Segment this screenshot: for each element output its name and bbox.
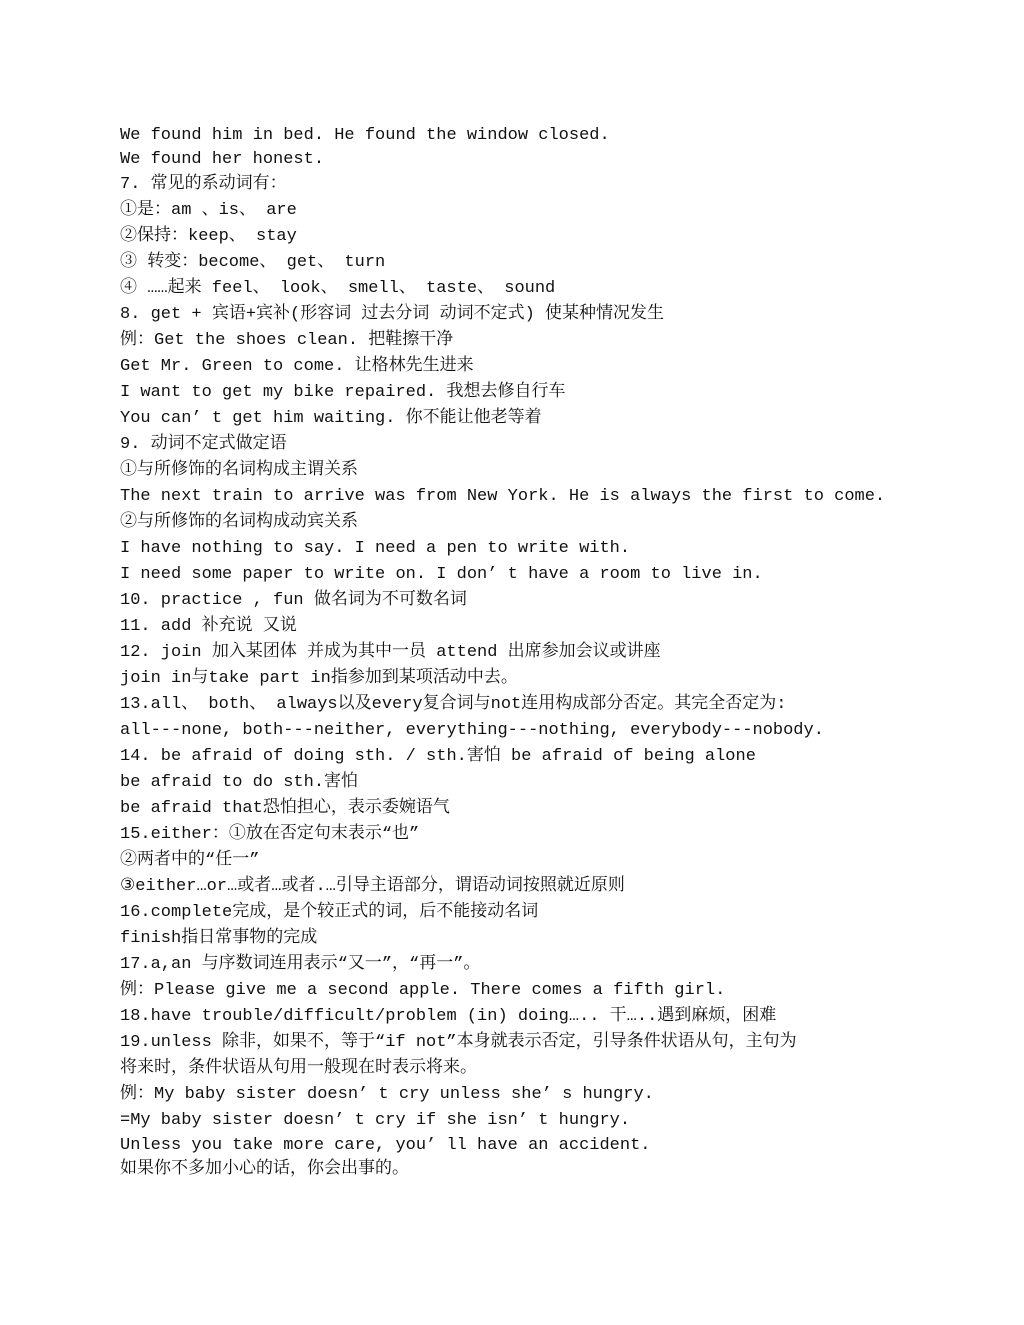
section-heading: 14. be afraid of doing sth. / sth.害怕 be afraid of being alone bbox=[120, 747, 756, 766]
text-line: 如果你不多加小心的话，你会出事的。 bbox=[120, 1160, 409, 1179]
text-line: ②保持：keep、 stay bbox=[120, 227, 297, 246]
section-heading: 7. 常见的系动词有： bbox=[120, 175, 287, 194]
text-line: ②与所修饰的名词构成动宾关系 bbox=[120, 513, 358, 532]
section-heading: 15.either：①放在否定句末表示“也” bbox=[120, 825, 420, 844]
section-heading: 9. 动词不定式做定语 bbox=[120, 435, 287, 454]
text-line: Get Mr. Green to come. 让格林先生进来 bbox=[120, 357, 474, 376]
text-line: 将来时，条件状语从句用一般现在时表示将来。 bbox=[120, 1059, 477, 1078]
document-body bbox=[120, 124, 1000, 1182]
text-line: ①是：am 、is、 are bbox=[120, 201, 297, 220]
section-heading: 13.all、 both、 always以及every复合词与not连用构成部分否定。其完全否定为: bbox=[120, 695, 787, 714]
section-heading: 12. join 加入某团体 并成为其中一员 attend 出席参加会议或讲座 bbox=[120, 643, 661, 662]
section-heading: 10. practice , fun 做名词为不可数名词 bbox=[120, 591, 467, 610]
text-line: ④ ……起来 feel、 look、 smell、 taste、 sound bbox=[120, 279, 556, 298]
text-line: I want to get my bike repaired. 我想去修自行车 bbox=[120, 383, 566, 402]
text-line: I need some paper to write on. I don’ t have a room to live in. bbox=[120, 565, 763, 584]
text-line: join in与take part in指参加到某项活动中去。 bbox=[120, 669, 518, 688]
text-line: be afraid to do sth.害怕 bbox=[120, 773, 359, 792]
text-line: ③ 转变：become、 get、 turn bbox=[120, 253, 386, 272]
section-heading: 8. get + 宾语+宾补(形容词 过去分词 动词不定式) 使某种情况发生 bbox=[120, 305, 665, 324]
text-line: be afraid that恐怕担心，表示委婉语气 bbox=[120, 799, 450, 818]
text-line: finish指日常事物的完成 bbox=[120, 929, 318, 948]
text-line: I have nothing to say. I need a pen to write with. bbox=[120, 539, 631, 558]
section-heading: 19.unless 除非，如果不，等于“if not”本身就表示否定，引导条件状语从句，主句为 bbox=[120, 1033, 797, 1052]
text-line: =My baby sister doesn’ t cry if she isn’ t hungry. bbox=[120, 1111, 631, 1130]
text-line: We found her honest. bbox=[120, 150, 325, 169]
text-line: The next train to arrive was from New York. He is always the first to come. bbox=[120, 487, 886, 506]
text-line: ②两者中的“任一” bbox=[120, 851, 260, 870]
section-heading: 16.complete完成，是个较正式的词，后不能接动名词 bbox=[120, 903, 539, 922]
text-line: 例：My baby sister doesn’ t cry unless she’ s hungry. bbox=[120, 1085, 654, 1104]
text-line: 例：Please give me a second apple. There comes a fifth girl. bbox=[120, 981, 726, 1000]
section-heading: 11. add 补充说 又说 bbox=[120, 617, 297, 636]
text-line: You can’ t get him waiting. 你不能让他老等着 bbox=[120, 409, 542, 428]
text-line: ③either…or…或者…或者.…引导主语部分，谓语动词按照就近原则 bbox=[120, 877, 625, 896]
text-line: 例：Get the shoes clean. 把鞋擦干净 bbox=[120, 331, 454, 350]
text-line: all---none, both---neither, everything---nothing, everybody---nobody. bbox=[120, 721, 824, 740]
text-line: ①与所修饰的名词构成主谓关系 bbox=[120, 461, 358, 480]
section-heading: 18.have trouble/difficult/problem (in) doing….. 干…..遇到麻烦，困难 bbox=[120, 1007, 777, 1026]
text-line: We found him in bed. He found the window closed. bbox=[120, 126, 610, 145]
text-line: Unless you take more care, you’ ll have an accident. bbox=[120, 1136, 651, 1155]
section-heading: 17.a,an 与序数词连用表示“又一”，“再一”。 bbox=[120, 955, 481, 974]
